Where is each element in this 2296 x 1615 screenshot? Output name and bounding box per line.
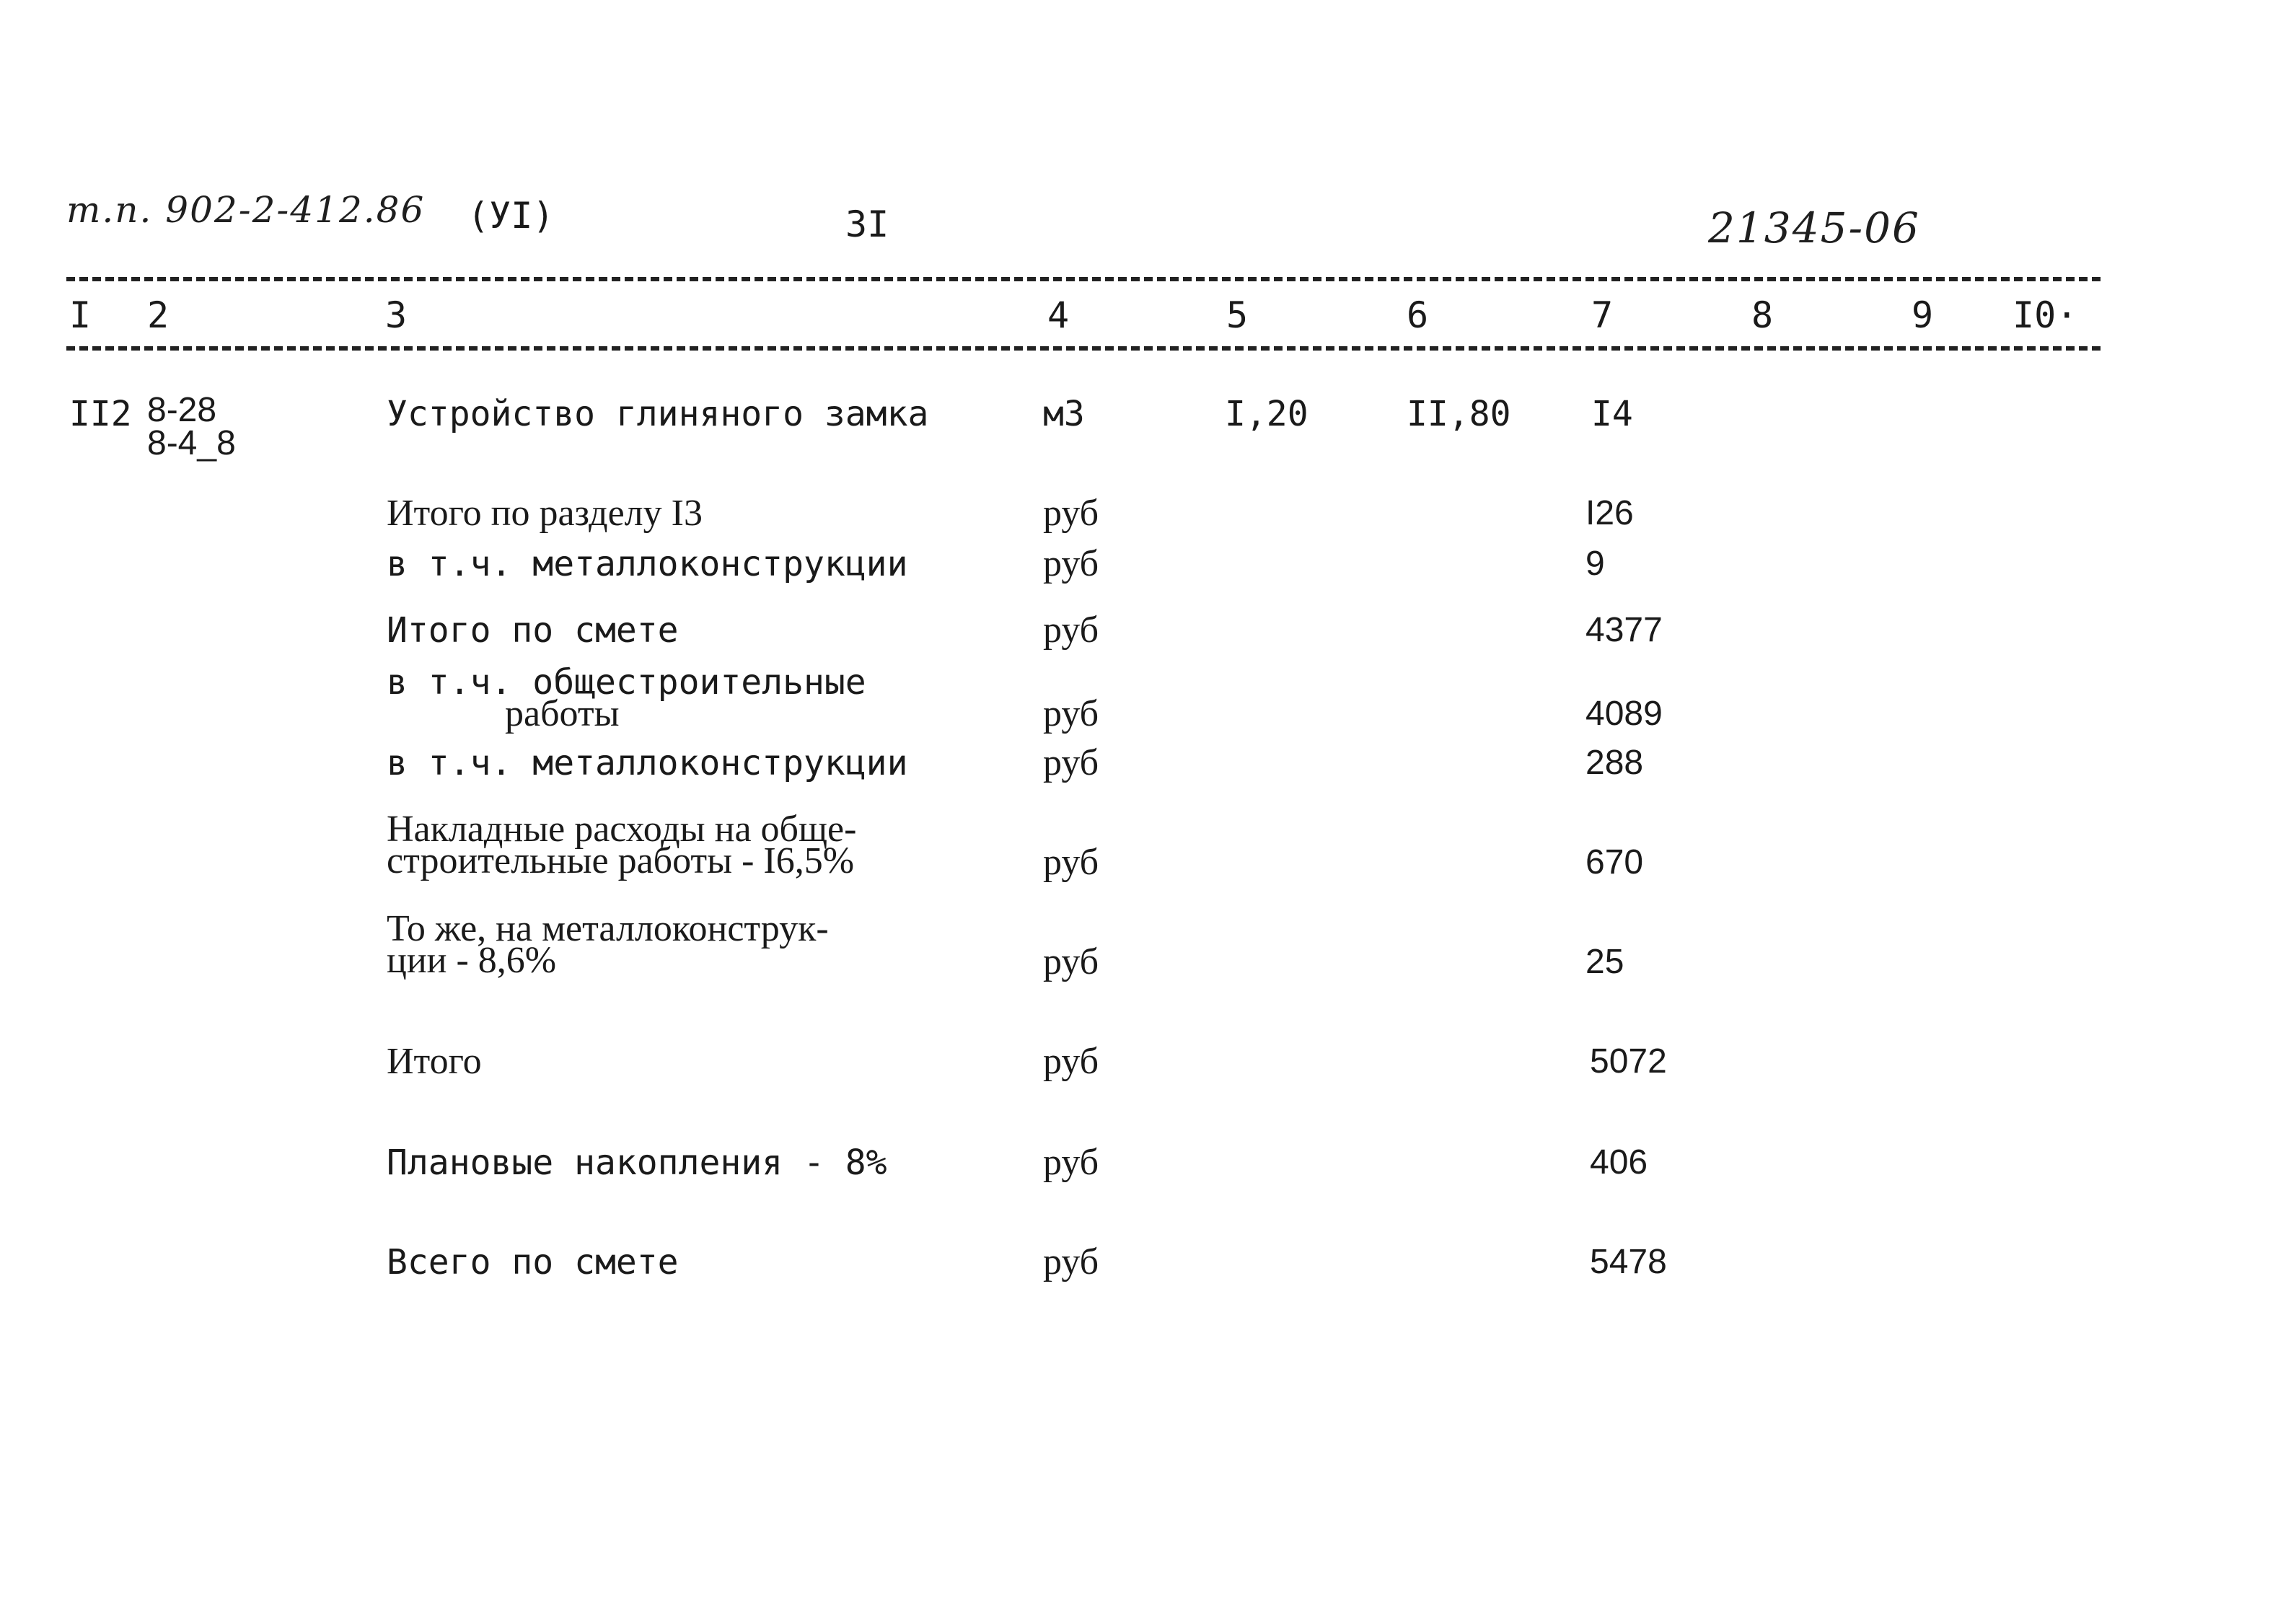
row-unit: руб bbox=[1043, 493, 1099, 534]
document-code: т.п. 902-2-412.86 bbox=[66, 189, 426, 231]
item-name: Устройство глиняного замка bbox=[387, 394, 929, 434]
row-label-line2: строительные работы - I6,5% bbox=[387, 840, 855, 881]
header-top-rule bbox=[66, 277, 2101, 281]
row-label-line1: То же, на металлоконструк- bbox=[387, 908, 829, 949]
row-unit: руб bbox=[1043, 842, 1099, 883]
column-header: 2 bbox=[147, 294, 170, 336]
inventory-number: 21345-06 bbox=[1708, 203, 1920, 252]
page-number: 3I bbox=[845, 203, 889, 245]
row-unit: руб bbox=[1043, 1041, 1099, 1082]
row-label-line2: ции - 8,6% bbox=[387, 940, 557, 981]
row-value: 4089 bbox=[1585, 695, 1663, 733]
row-value: I26 bbox=[1585, 494, 1634, 532]
item-total: I4 bbox=[1591, 394, 1633, 434]
row-label: Плановые накопления - 8% bbox=[387, 1143, 887, 1183]
column-header: 3 bbox=[385, 294, 408, 336]
row-label-line2: работы bbox=[505, 693, 620, 734]
column-header: 7 bbox=[1591, 294, 1614, 336]
volume-label: (УI) bbox=[467, 195, 555, 237]
price-code-line2: 8-4_8 bbox=[147, 424, 236, 462]
row-unit: руб bbox=[1043, 1241, 1099, 1282]
row-unit: руб bbox=[1043, 941, 1099, 982]
row-unit: руб bbox=[1043, 1142, 1099, 1183]
row-label: Итого по разделу I3 bbox=[387, 493, 703, 534]
row-value: 25 bbox=[1585, 943, 1624, 981]
price-code bbox=[147, 391, 236, 462]
row-label: Итого bbox=[387, 1041, 482, 1082]
row-unit: руб bbox=[1043, 742, 1099, 783]
item-unit: м3 bbox=[1043, 394, 1085, 434]
price-code-line1: 8-28 bbox=[147, 391, 217, 429]
column-header: 5 bbox=[1226, 294, 1249, 336]
row-value: 670 bbox=[1585, 843, 1644, 881]
row-unit: руб bbox=[1043, 610, 1099, 651]
header-bottom-rule bbox=[66, 346, 2101, 351]
item-unit-price: II,80 bbox=[1407, 394, 1511, 434]
row-label: в т.ч. металлоконструкции bbox=[387, 743, 908, 783]
item-quantity: I,20 bbox=[1225, 394, 1308, 434]
row-label-line1: Накладные расходы на обще- bbox=[387, 809, 857, 850]
row-label-line1: в т.ч. общестроительные bbox=[387, 662, 866, 703]
row-number: II2 bbox=[69, 394, 132, 434]
column-header: 9 bbox=[1912, 294, 1934, 336]
row-label: Всего по смете bbox=[387, 1242, 679, 1282]
column-header: I bbox=[69, 294, 92, 336]
row-value: 406 bbox=[1590, 1143, 1648, 1181]
row-label: в т.ч. металлоконструкции bbox=[387, 544, 908, 584]
row-label: Итого по смете bbox=[387, 610, 679, 651]
column-header: 8 bbox=[1751, 294, 1774, 336]
row-value: 4377 bbox=[1585, 611, 1663, 649]
row-value: 9 bbox=[1585, 545, 1605, 583]
row-value: 288 bbox=[1585, 744, 1644, 782]
column-header: 6 bbox=[1407, 294, 1429, 336]
row-value: 5478 bbox=[1590, 1243, 1667, 1281]
column-header: I0· bbox=[2013, 294, 2078, 336]
row-unit: руб bbox=[1043, 693, 1099, 734]
row-unit: руб bbox=[1043, 543, 1099, 584]
column-header: 4 bbox=[1047, 294, 1070, 336]
row-value: 5072 bbox=[1590, 1042, 1667, 1081]
